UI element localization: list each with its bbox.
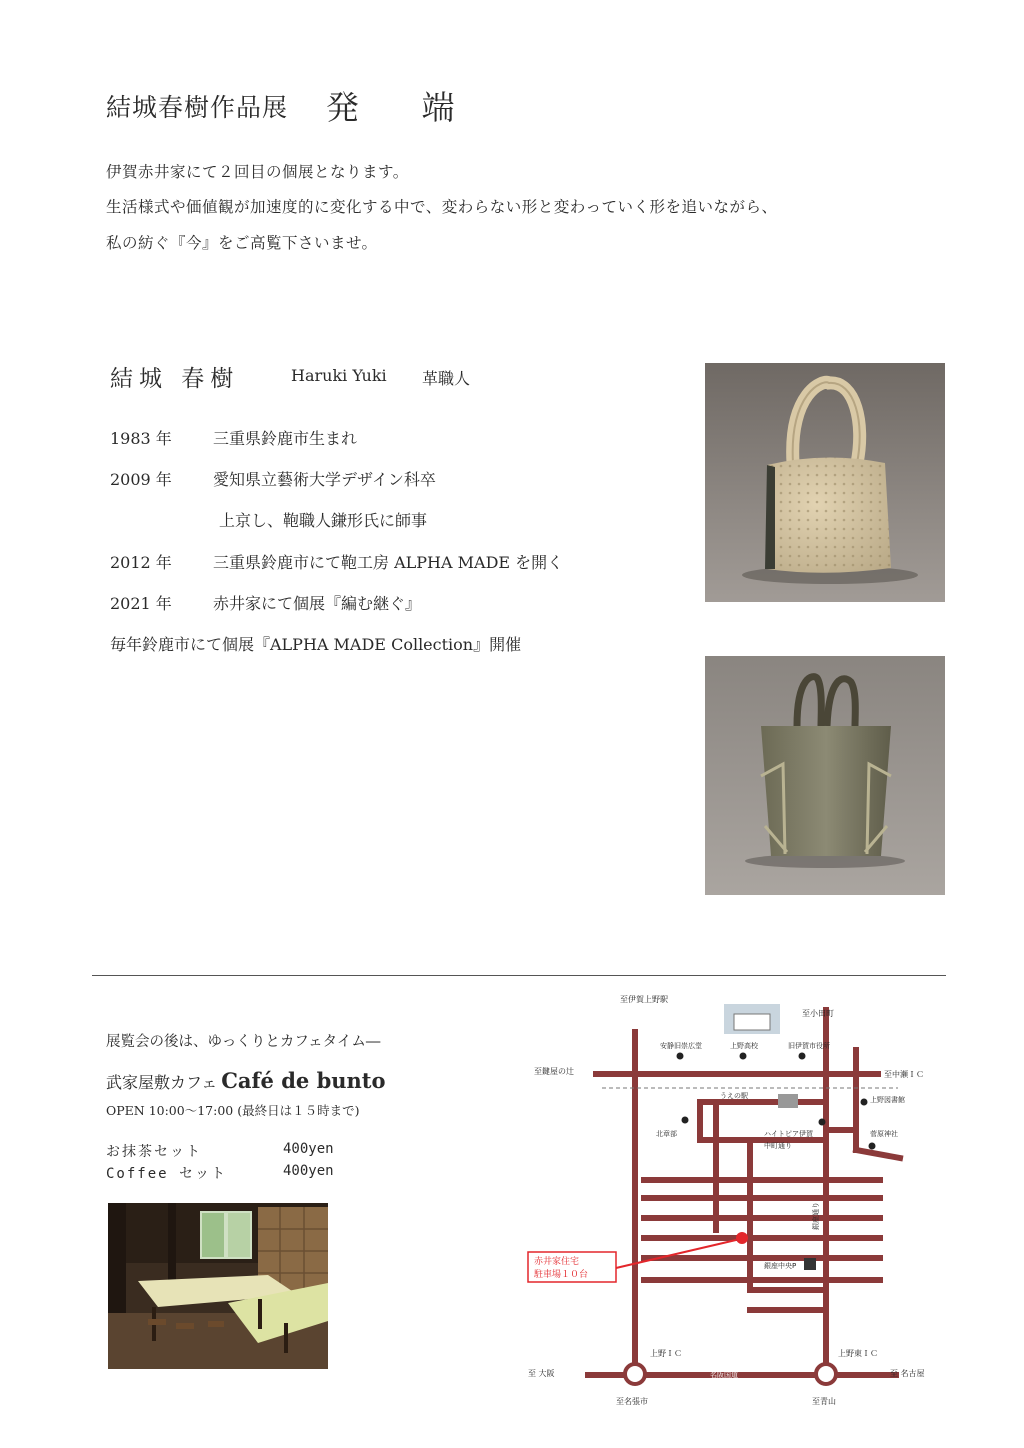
exhibition-theme: 発 端	[326, 88, 481, 127]
menu-item: お抹茶セット	[106, 1144, 202, 1160]
map-label: 名阪国道	[710, 1371, 738, 1379]
menu-item: Coffee セット	[106, 1166, 228, 1182]
bag-photo-olive	[705, 656, 945, 895]
bio-text: 愛知県立藝術大学デザイン科卒	[213, 470, 436, 489]
section-divider	[92, 975, 946, 976]
map-label: 至伊賀上野駅	[620, 995, 668, 1004]
bio-year: 2021 年	[110, 594, 172, 613]
cafe-name	[106, 1068, 386, 1093]
bio-text: 上京し、鞄職人鎌形氏に師事	[219, 511, 428, 530]
bio-text: 三重県鈴鹿市にて鞄工房 ALPHA MADE を開く	[213, 553, 564, 572]
map-label: 上野図書館	[870, 1096, 905, 1104]
map-label: 上野高校	[730, 1042, 758, 1050]
intro-line: 伊賀赤井家にて２回目の個展となります。	[106, 163, 409, 181]
map-label: 至鍵屋の辻	[534, 1067, 574, 1076]
map-label: 安静旧崇広堂	[660, 1042, 702, 1050]
map-label: 北章部	[656, 1130, 677, 1138]
bio-year: 1983 年	[110, 429, 172, 448]
map-label: 上野ＩＣ	[650, 1349, 682, 1358]
map-label: 駐車場１０台	[534, 1270, 589, 1280]
access-map	[520, 990, 950, 1420]
map-label: 旧伊賀市役所	[788, 1042, 830, 1050]
map-label: うえの駅	[720, 1092, 748, 1100]
cafe-interior-photo	[108, 1203, 328, 1369]
map-label: 至 名古屋	[890, 1369, 925, 1378]
map-label: 銀座中央P	[764, 1262, 797, 1270]
access-map-drawing	[520, 990, 950, 1420]
intro-line: 生活様式や価値観が加速度的に変化する中で、変わらない形と変わっていく形を追いながら、	[106, 198, 778, 216]
map-label: 菅原神社	[870, 1130, 898, 1138]
cafe-name-en: Café de bunto	[221, 1068, 386, 1093]
menu-price: 400yen	[283, 1163, 334, 1179]
menu-price: 400yen	[283, 1141, 334, 1157]
map-label: 至 大阪	[528, 1369, 555, 1378]
map-label: 赤井家住宅	[534, 1257, 580, 1267]
artist-name-jp: 結城 春樹	[110, 366, 240, 392]
map-label: 中町通り	[764, 1142, 792, 1150]
map-label: 至小田町	[802, 1009, 834, 1018]
bio-year: 2012 年	[110, 553, 172, 572]
cafe-name-jp: 武家屋敷カフェ	[106, 1073, 218, 1092]
exhibition-title-name: 結城春樹作品展	[106, 93, 289, 122]
bio-note: 毎年鈴鹿市にて個展『ALPHA MADE Collection』開催	[110, 635, 522, 654]
bio-text: 赤井家にて個展『編む継ぐ』	[213, 594, 422, 613]
artist-name-en: Haruki Yuki	[291, 366, 387, 385]
map-label: 至名張市	[616, 1397, 648, 1406]
map-label: 銀座通り	[812, 1202, 820, 1230]
map-label: 上野東ＩＣ	[838, 1349, 878, 1358]
map-label: ハイトピア伊賀	[764, 1130, 813, 1138]
bio-text: 三重県鈴鹿市生まれ	[213, 429, 358, 448]
intro-line: 私の紡ぐ『今』をご高覧下さいませ。	[106, 234, 378, 252]
bag-photo-beige	[705, 363, 945, 602]
cafe-lead: 展覧会の後は、ゆっくりとカフェタイム―	[106, 1034, 381, 1050]
bio-year: 2009 年	[110, 470, 172, 489]
cafe-hours: OPEN 10:00～17:00 (最終日は１５時まで)	[106, 1103, 360, 1118]
map-label: 至青山	[812, 1397, 836, 1406]
map-label: 至中瀬ＩＣ	[884, 1070, 924, 1079]
artist-role: 革職人	[422, 369, 471, 388]
